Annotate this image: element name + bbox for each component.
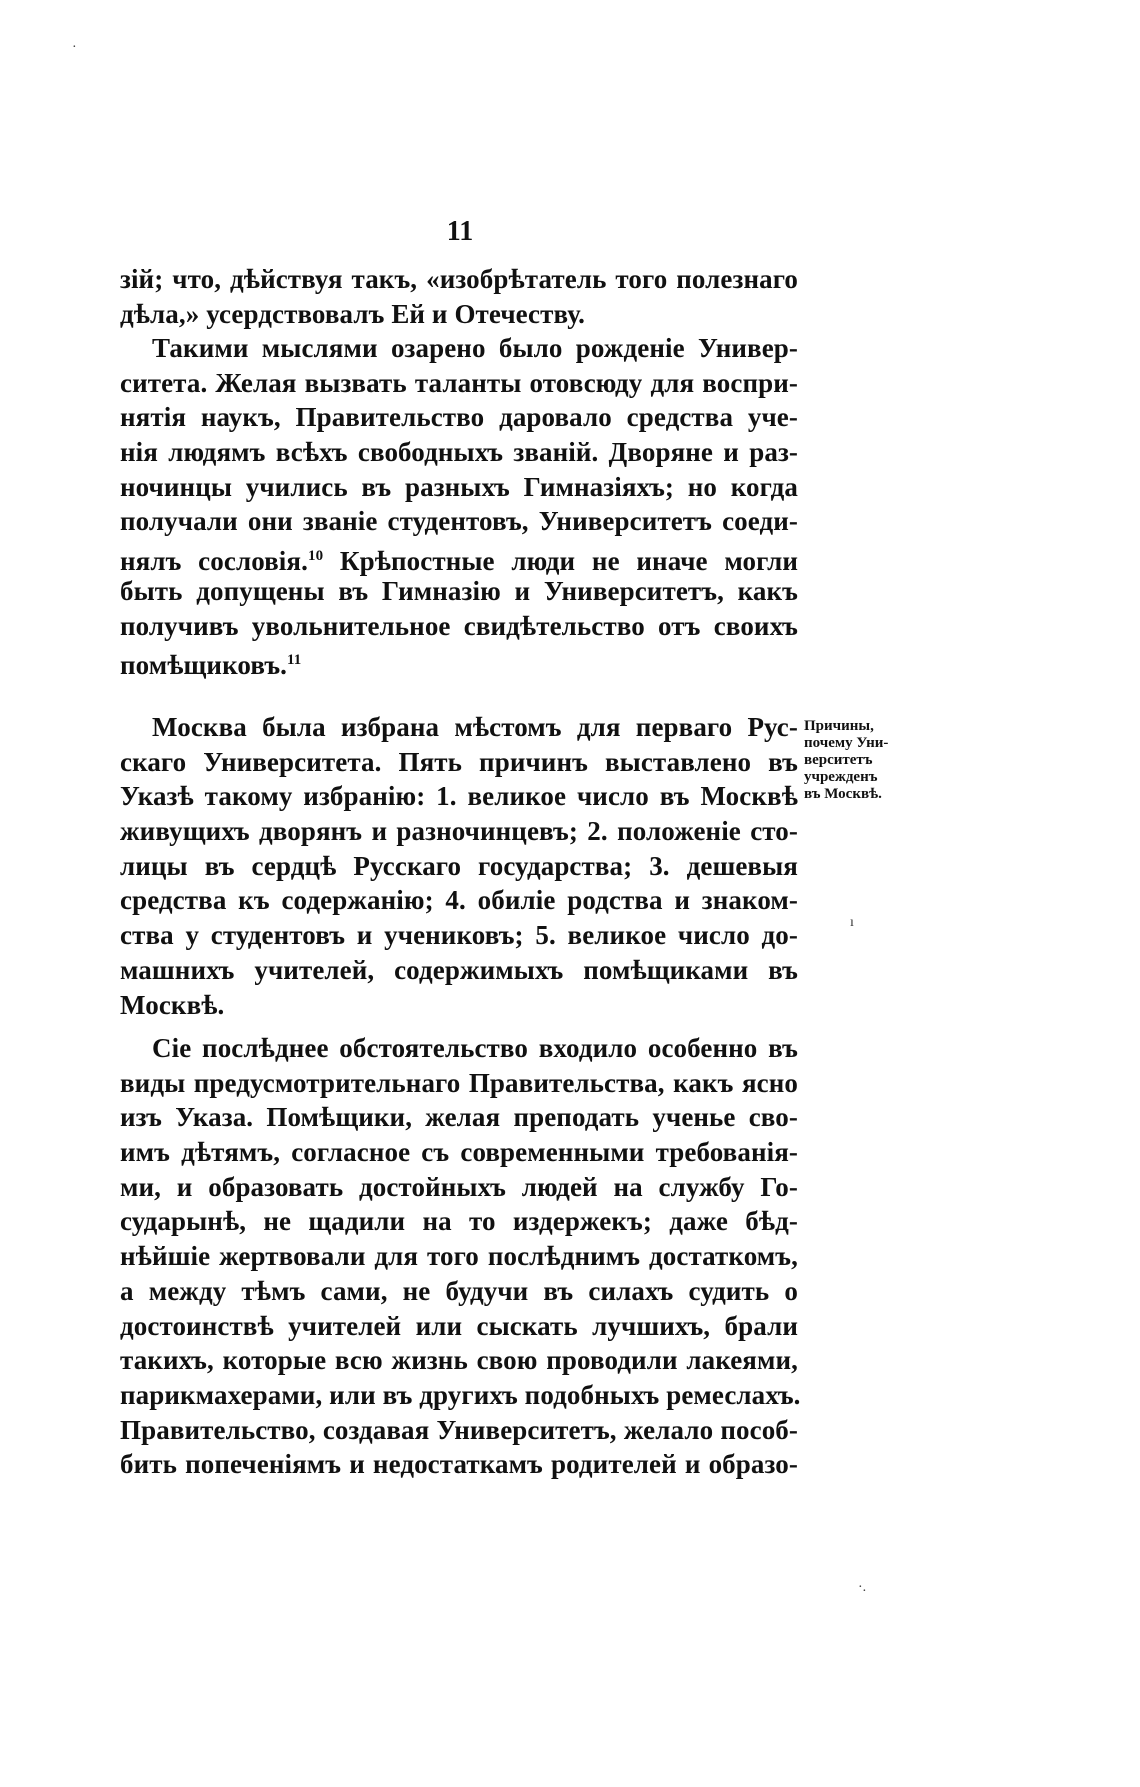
text-line: машнихъ учителей, содержимыхъ помѣщиками въ (120, 954, 798, 985)
text-line: быть допущены въ Гимназію и Университетъ, какъ (120, 575, 798, 606)
footnote-ref: 10 (307, 548, 324, 565)
scan-speck: ·. (858, 1580, 867, 1595)
text-line-with-footnote (120, 539, 798, 577)
text-segment: помѣщиковъ. (120, 650, 288, 681)
text-segment: нялъ сословія. (120, 546, 308, 577)
scan-speck: ı (850, 915, 854, 930)
text-line: Москва была избрана мѣстомъ для перваго Рус- (152, 712, 798, 742)
margin-note (804, 718, 930, 803)
text-segment: Крѣпостные люди не иначе могли (339, 546, 798, 577)
margin-note-line: учрежденъ (804, 769, 878, 785)
paragraph-3 (120, 710, 798, 1022)
text-line: Москвѣ. (120, 989, 225, 1020)
text-line: нятія наукъ, Правительство даровало средства уче- (120, 402, 798, 433)
text-line: зій; что, дѣйствуя такъ, «изобрѣтатель того полезнаго (120, 264, 798, 294)
text-line: ства у студентовъ и учениковъ; 5. великое число до- (120, 920, 798, 951)
text-line: получали они званіе студентовъ, Университетъ соеди- (120, 506, 798, 537)
text-line: нѣйшіе жертвовали для того послѣднимъ достаткомъ, (120, 1241, 798, 1272)
page-number: 11 (446, 216, 474, 247)
text-line: живущихъ дворянъ и разночинцевъ; 2. положеніе сто- (120, 816, 798, 847)
text-line: такихъ, которые всю жизнь свою проводили лакеями, (120, 1345, 798, 1376)
margin-note-line: почему Уни- (804, 735, 889, 751)
text-line-with-footnote (120, 643, 798, 681)
footnote-ref: 11 (287, 652, 302, 669)
margin-note-line: Причины, (804, 718, 874, 734)
scan-speck: · (72, 40, 77, 55)
text-line: нія людямъ всѣхъ свободныхъ званій. Дворяне и раз- (120, 437, 798, 468)
text-line: достоинствѣ учителей или сыскать лучшихъ, брали (120, 1310, 798, 1341)
text-line: средства къ содержанію; 4. обиліе родства и знаком- (120, 885, 798, 916)
text-line: а между тѣмъ сами, не будучи въ силахъ судить о (120, 1275, 798, 1306)
text-line: лицы въ сердцѣ Русскаго государства; 3. дешевыя (120, 850, 798, 881)
text-line: дѣла,» усердствовалъ Ей и Отечеству. (120, 298, 586, 329)
text-line: ми, и образовать достойныхъ людей на службу Го- (120, 1171, 798, 1202)
text-line: ночинцы учились въ разныхъ Гимназіяхъ; но когда (120, 471, 798, 502)
paragraph-4 (120, 1031, 801, 1482)
text-line: бить попеченіямъ и недостаткамъ родителей и образо- (120, 1449, 798, 1480)
text-line: сударынѣ, не щадили на то издержекъ; даже бѣд- (120, 1206, 798, 1237)
text-line: Сіе послѣднее обстоятельство входило особенно въ (152, 1033, 798, 1063)
text-line: скаго Университета. Пять причинъ выставлено въ (120, 746, 798, 777)
paragraph-2 (120, 331, 798, 681)
text-line: виды предусмотрительнаго Правительства, какъ ясно (120, 1067, 798, 1098)
text-line: изъ Указа. Помѣщики, желая преподать ученье сво- (120, 1102, 798, 1133)
text-line: парикмахерами, или въ другихъ подобныхъ ремеслахъ. (120, 1379, 801, 1410)
text-line: Правительство, создавая Университетъ, желало пособ- (120, 1414, 798, 1445)
text-line: получивъ увольнительное свидѣтельство отъ своихъ (120, 610, 798, 641)
margin-note-line: верситетъ (804, 752, 873, 768)
text-line: Такими мыслями озарено было рожденіе Универ- (152, 333, 798, 363)
margin-note-line: въ Москвѣ. (804, 786, 882, 802)
text-line: ситета. Желая вызвать таланты отовсюду для воспри- (120, 367, 798, 398)
paragraph-1 (120, 262, 798, 331)
text-line: имъ дѣтямъ, согласное съ современными требованія- (120, 1137, 798, 1168)
text-line: Указѣ такому избранію: 1. великое число въ Москвѣ (120, 781, 798, 812)
